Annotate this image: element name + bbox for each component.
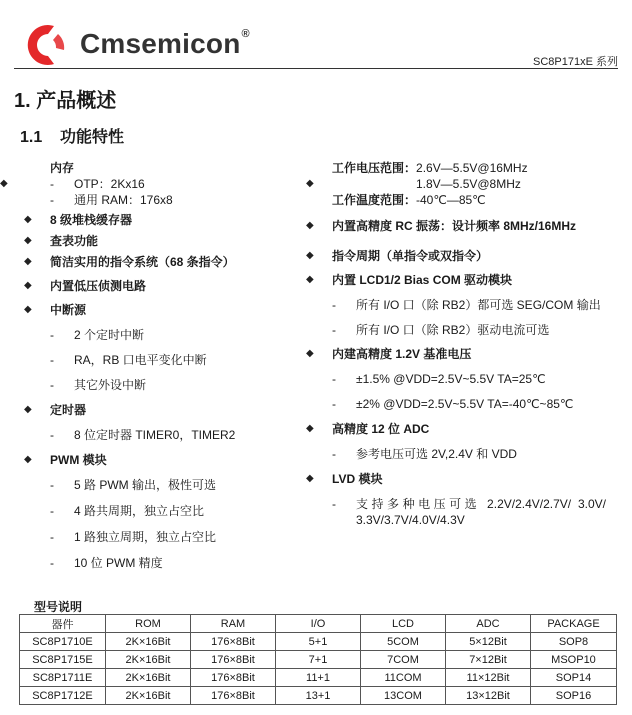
table-row	[20, 633, 617, 651]
list-item: 2 个定时中断	[74, 328, 145, 342]
column-header: I/O	[276, 615, 361, 633]
table-cell: 7×12Bit	[446, 651, 531, 669]
feature-adc: ◆ 高精度 12 位 ADC - 参考电压可选 2V,2.4V 和 VDD	[306, 422, 517, 461]
feature-lvd: ◆ LVD 模块 - 支持多种电压可选 2.2V/2.4V/2.7V/ 3.0V/ 3.3V/3.7V/4.0V/4.3V	[306, 472, 606, 527]
feature-rc-oscillator: ◆ 内置高精度 RC 振荡：设计频率 8MHz/16MHz	[306, 219, 577, 233]
table-cell: SC8P1711E	[20, 669, 106, 687]
list-item: RA，RB 口电平变化中断	[74, 353, 207, 367]
diamond-bullet-icon: ◆	[306, 348, 314, 359]
column-header: ROM	[106, 615, 191, 633]
list-item: ±2% @VDD=2.5V~5.5V TA=-40℃~85℃	[356, 397, 574, 411]
series-label: SC8P171xE 系列	[533, 56, 618, 68]
list-item: 5 路 PWM 输出，极性可选	[74, 478, 217, 492]
feature-instruction-cycle: ◆ 指令周期（单指令或双指令）	[306, 249, 489, 263]
feature-pwm: ◆ PWM 模块 - 5 路 PWM 输出，极性可选 - 4 路共周期，独立占空比 - 1 路独立周期，独立占空比 - 10 位 PWM 精度	[24, 453, 217, 570]
list-item: 1 路独立周期，独立占空比	[74, 530, 217, 544]
list-item: 10 位 PWM 精度	[74, 556, 163, 570]
table-cell: 2K×16Bit	[106, 651, 191, 669]
table-cell: 7COM	[361, 651, 446, 669]
model-spec-table	[19, 614, 617, 705]
brand-name: Cmsemicon®	[80, 28, 250, 59]
header-divider	[14, 68, 618, 69]
diamond-bullet-icon: ◆	[24, 214, 32, 225]
table-header-row	[20, 615, 617, 633]
table-cell: 176×8Bit	[191, 651, 276, 669]
list-item: 所有 I/O 口（除 RB2）都可选 SEG/COM 输出	[356, 298, 601, 312]
table-row	[20, 651, 617, 669]
table-cell: 13+1	[276, 687, 361, 705]
memory-ram: 通用 RAM：176x8	[74, 193, 173, 207]
table-row	[20, 669, 617, 687]
table-cell: 176×8Bit	[191, 633, 276, 651]
table-caption: 型号说明	[34, 600, 83, 614]
list-item: 8 位定时器 TIMER0，TIMER2	[74, 428, 236, 442]
table-cell: 176×8Bit	[191, 669, 276, 687]
feature-instruction-set: ◆ 简洁实用的指令系统（68 条指令）	[24, 255, 235, 269]
table-cell: 2K×16Bit	[106, 687, 191, 705]
diamond-bullet-icon: ◆	[306, 178, 314, 189]
features-right-column	[306, 160, 618, 528]
table-cell: SC8P1710E	[20, 633, 106, 651]
table-cell: SC8P1712E	[20, 687, 106, 705]
diamond-bullet-icon: ◆	[306, 423, 314, 434]
cmsemicon-logo-icon	[20, 20, 70, 70]
list-item: 所有 I/O 口（除 RB2）驱动电流可选	[356, 323, 550, 337]
diamond-bullet-icon: ◆	[24, 404, 32, 415]
feature-voltage: 工作电压范围：2.6V—5.5V@16MHz ◆ 1.8V—5.5V@8MHz 工作温度范围：-40℃—85℃	[306, 161, 528, 207]
table-row	[20, 687, 617, 705]
table-cell: SOP14	[531, 669, 617, 687]
list-item: 参考电压可选 2V,2.4V 和 VDD	[356, 447, 517, 461]
diamond-bullet-icon: ◆	[0, 178, 8, 189]
diamond-bullet-icon: ◆	[306, 473, 314, 484]
column-header: PACKAGE	[531, 615, 617, 633]
diamond-bullet-icon: ◆	[306, 274, 314, 285]
table-cell: 5×12Bit	[446, 633, 531, 651]
feature-title: 内存	[50, 161, 75, 175]
table-cell: SC8P1715E	[20, 651, 106, 669]
table-cell: 11×12Bit	[446, 669, 531, 687]
subsection-title: 1.1 功能特性	[20, 129, 125, 146]
diamond-bullet-icon: ◆	[24, 256, 32, 267]
table-cell: 11+1	[276, 669, 361, 687]
column-header: LCD	[361, 615, 446, 633]
feature-timer: ◆ 定时器 - 8 位定时器 TIMER0，TIMER2	[24, 403, 236, 442]
diamond-bullet-icon: ◆	[24, 280, 32, 291]
table-cell: MSOP10	[531, 651, 617, 669]
feature-lvr: ◆ 内置低压侦测电路	[24, 279, 147, 293]
column-header: RAM	[191, 615, 276, 633]
diamond-bullet-icon: ◆	[24, 304, 32, 315]
diamond-bullet-icon: ◆	[24, 235, 32, 246]
feature-lcd-driver: ◆ 内置 LCD1/2 Bias COM 驱动模块 - 所有 I/O 口（除 RB2）都可选 SEG/COM 输出 - 所有 I/O 口（除 RB2）驱动电流可选	[306, 273, 601, 337]
list-item: 支持多种电压可选 2.2V/2.4V/2.7V/ 3.0V/ 3.3V/3.7V/4.0V/4.3V	[356, 497, 606, 527]
table-cell: 13×12Bit	[446, 687, 531, 705]
memory-otp: OTP：2Kx16	[74, 177, 145, 191]
column-header: ADC	[446, 615, 531, 633]
feature-lookup: ◆ 查表功能	[24, 234, 99, 248]
table-cell: 5+1	[276, 633, 361, 651]
table-cell: 2K×16Bit	[106, 633, 191, 651]
diamond-bullet-icon: ◆	[306, 220, 314, 231]
list-item: 4 路共周期，独立占空比	[74, 504, 205, 518]
table-cell: SOP8	[531, 633, 617, 651]
table-cell: 7+1	[276, 651, 361, 669]
table-cell: 176×8Bit	[191, 687, 276, 705]
table-cell: 2K×16Bit	[106, 669, 191, 687]
features-left-column	[0, 160, 304, 571]
feature-interrupt: ◆ 中断源 - 2 个定时中断 - RA，RB 口电平变化中断 - 其它外设中断	[24, 303, 207, 392]
column-header: 器件	[20, 615, 106, 633]
list-item: 其它外设中断	[74, 378, 147, 392]
feature-memory: 内存 ◆ - OTP：2Kx16 - 通用 RAM：176x8	[24, 160, 304, 208]
list-item: ±1.5% @VDD=2.5V~5.5V TA=25℃	[356, 372, 546, 386]
table-cell: SOP16	[531, 687, 617, 705]
table-cell: 5COM	[361, 633, 446, 651]
registered-mark: ®	[241, 28, 250, 40]
section-title: 1. 产品概述	[14, 90, 117, 112]
feature-stack: ◆ 8 级堆栈缓存器	[24, 213, 133, 227]
diamond-bullet-icon: ◆	[306, 250, 314, 261]
table-cell: 11COM	[361, 669, 446, 687]
table-cell: 13COM	[361, 687, 446, 705]
feature-vref: ◆ 内建高精度 1.2V 基准电压 - ±1.5% @VDD=2.5V~5.5V TA=25℃ - ±2% @VDD=2.5V~5.5V TA=-40℃~85℃	[306, 347, 574, 411]
diamond-bullet-icon: ◆	[24, 454, 32, 465]
